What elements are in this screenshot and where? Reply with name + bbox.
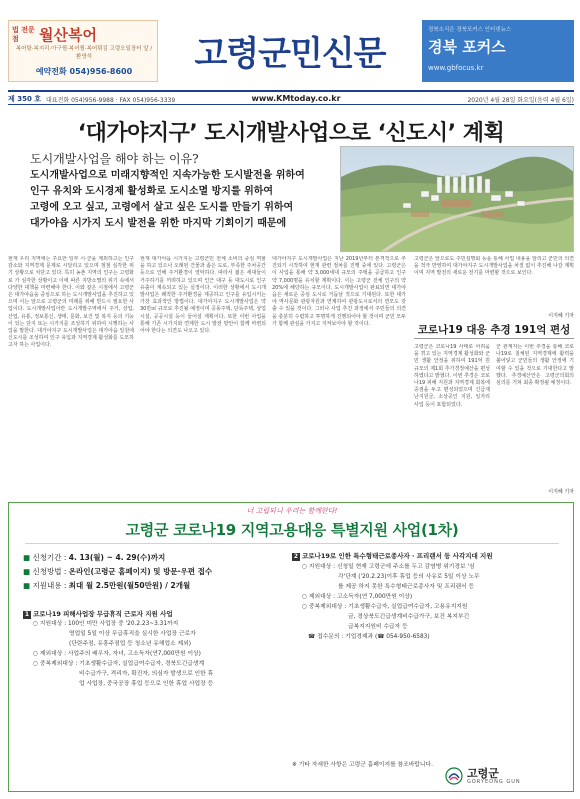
corona-rule [414,338,574,339]
gov-name: 고령군 [467,767,499,780]
section-2-line: 급복지지원비 수급자 등 [348,624,408,630]
ad-restaurant-tel: 예약전화 054)956-8600 [35,67,133,76]
newspaper-logo[interactable]: 고령군민신문 [194,34,386,74]
lead-body-column-3: 대가야지구 도시개발사업은 지난 2019년부터 본격적으로 추진되기 시작하여 현재 관련 절차를 진행 중에 있다. 고령군은 이 사업을 통해 약 3,000세대 규모의 주택을 공급하고 인구 약 7,000명을 유치할 계획이다. 이는 고령군 전체 인구의 약 20%에 해당하는 규모이다. 도시개발사업이 완료되면 대가야읍은 새로운 중심 도시로 거듭날 것으로 기대된다. 또한 대가야 역사문화 관광자원과 연계하여 관광도시로서의 면모도 갖출 수 있을 것이다. 그러나 사업 추진 과정에서 주민들의 의견을 충분히 수렴하고 투명하게 진행되어야 할 것이며 군민 모두가 함께 관심을 가지고 지켜보아야 할 것이다. [272,256,406,327]
lead-intro-line: 대가야읍 시가지 도시 발전을 위한 마지막 기회이기 때문에 [30,218,287,229]
masthead-rule [8,90,574,92]
employment-support-ad[interactable] [8,502,574,792]
method-value: 온라인(고령군 홈페이지) 및 방문·우편 접수 [68,567,213,576]
section-1-line: 영업일 5일 이상 무급휴직을 실시한 사업장 근로자 [69,631,196,637]
lead-intro-line: 도시개발사업으로 미래지향적인 지속가능한 도시발전을 위하여 [30,170,305,181]
corona-body-column-2: 군 관계자는 이번 추경을 통해 코로나19로 침체된 지역경제에 활력을 불어넣고 군민들의 생활 안정에 기여할 수 있을 것으로 기대한다고 말했다. 추경예산안은 고령군의회의 심의를 거쳐 최종 확정될 예정이다. [496,344,574,387]
issue-number: 제 350 호 [8,95,42,103]
section-2-title: 코로나19로 인한 특수형태근로종사자 · 프리랜서 등 사각지대 지원 [302,552,493,560]
masthead-rule-bottom [8,104,574,105]
corona-body-column-1: 고령군은 코로나19 사태로 어려움을 겪고 있는 지역경제 활성화와 군민 생활 안정을 위하여 191억 원 규모의 제1회 추가경정예산을 편성하였다고 밝혔다. 이번 추경은 코로나19 피해 지원과 지역경제 회복에 중점을 두고 편성되었으며 긴급재난지원금, 소상공인 지원, 일자리 사업 등이 포함되었다. [414,344,490,408]
ad-tagline: 너 고립되니 우리는 함께한다! [246,507,338,515]
section-1-line: 비수급가구, 격리자, 확진자, 의심자 발생으로 인한 휴 [79,671,214,677]
lead-intro-line: 인구 유치와 도시경제 활성화로 도시소멸 방지를 위하여 [30,186,274,197]
ad-gbfocus-url[interactable]: www.gbfocus.kr [428,64,484,72]
lead-body-column-2: 현재 대가야읍 시가지는 고령군민 전체 소비의 중심 역할을 하고 있으나 오래된 건물과 좁은 도로, 부족한 주차공간 등으로 인해 주거환경이 열악하다. 따라서 젊은 세대들이 거주하기를 꺼려하고 있으며 인근 대구 등 대도시로 인구 유출이 계속되고 있는 실정이다. 이러한 상황에서 도시개발사업은 쾌적한 주거환경을 제공하고 인구를 유입시키는 가장 효과적인 방법이다. 대가야지구 도시개발사업은 약 30만㎡ 규모로 추진될 예정이며 공동주택, 단독주택, 상업시설, 공공시설 등이 들어설 계획이다. 또한 이번 사업을 통해 기존 시가지와 연계한 도시 발전 방안이 함께 마련되어야 한다는 의견도 나오고 있다. [140,256,266,335]
lead-photo [340,146,574,252]
lead-body-column-4: 고령군은 앞으로도 주민설명회 등을 통해 사업 내용을 알리고 군민의 의견을 적극 반영하여 대가야지구 도시개발사업을 차질 없이 추진해 나갈 계획이며 지역 발전의 새로운 전기를 마련할 것으로 보인다. [414,256,574,277]
section-1-title: 코로나19 피해사업장 무급휴직 근로자 지원 사업 [33,610,173,618]
section-2-line: 각'단계 ('20.2.23)이후 휴업 등의 사유로 5일 이상 노무 [338,574,480,580]
ad-restaurant[interactable] [8,20,158,82]
number-1-icon: 1 [24,611,30,618]
lead-headline[interactable]: ‘대가야지구’ 도시개발사업으로 ‘신도시’ 계획 [77,121,505,146]
section-2-line: 를 제공 하지 못한 특수형태근로종사자 및 프리랜서 등 [338,584,475,590]
masthead [0,0,580,104]
bullet-icon: ■ [23,581,33,590]
goryeong-emblem-icon [445,767,463,785]
ad-badge: 법 전문점 [12,26,35,43]
goryeong-gun-logo [445,765,565,787]
section-1-line: ○ 제외대상 : 사업주의 배우자, 자녀, 고소득자(연7,000만원 이상) [33,651,201,657]
gov-name-en: GORYEONG GUN [467,779,521,785]
lead-intro [30,168,330,232]
section-2-line: ○ 제외대상 : 고소득자(연 7,000만원 이상) [302,594,413,600]
section-2-line: 금, 경상북도긴급생계비수급가구, 보건 복지부긴 [348,614,470,620]
amount-value: 최대 월 2.5만원(월50만원) / 2개월 [68,581,191,590]
lead-body-column-1: 현재 우리 지역에는 주요한 일부 시·군을 제외하고는 인구감소와 지역경제 문제로 시달리고 있으며 점점 심각한 위기 상황으로 치닫고 있다. 특히 농촌 지역의 인구는 고령화로 가 심각한 상황이고 이에 따른 지방소멸의 위기 속에서 다양한 대책을 마련해야 한다. 이와 같은 시점에서 고령군은 대가야읍을 중심으로 하는 도시개발사업을 추진하고 있으며 이는 앞으로 고령군의 미래를 위해 반드시 필요한 사업이다. 도시개발사업이란 도시개발구역에서 주거, 상업, 산업, 유통, 정보통신, 생태, 문화, 보건 및 복지 등의 기능이 있는 단지 또는 시가지를 조성하기 위하여 시행하는 사업을 말한다. 대가야지구 도시개발사업은 대가야읍 일원에 신도시를 조성하여 인구 유입과 지역경제 활성화를 도모하고자 하는 사업이다. [8,256,134,349]
ad-gbfocus-tagline: 경북소식은 경북포커스 인터넷뉴스 [428,27,512,33]
section-2-line: ○ 중복제외대상 : 기초생활수급자, 실업급여수급자, 고용유지지원 [302,604,468,610]
section-2-line: ○ 지원대상 : 신청일 현재 고령군에 주소를 두고 감염병 위기경보 '심 [302,564,475,570]
method-label: 신청방법 : [32,567,67,576]
lead-byline: 이지혜 기자 [548,313,574,319]
period-label: 신청기간 : [32,553,67,562]
corona-byline: 이지혜 기자 [548,489,574,495]
ad-note: ※ 기타 자세한 사항은 고령군 홈페이지를 참조바랍니다. [292,762,433,768]
bullet-icon: ■ [23,553,33,562]
ad-section-2 [292,551,564,642]
bullet-icon: ■ [23,567,33,576]
ad-gbfocus[interactable] [422,20,574,82]
ad-restaurant-menu: 복어탕·복지리·아구찜·복어찜·복어튀김 고령오일장터 앞 / 환영석 [15,46,153,60]
site-url[interactable]: www.KMtoday.co.kr [251,94,341,103]
section-1-line: ○ 중복제외대상 : 기초생활수급자, 실업급여수급자, 경북도긴급생계 [33,661,205,667]
contact-info: 대표전화 054)956-9988 · FAX 054)956-3339 [46,97,176,104]
section-1-line: 업 사업장, 중국공장 휴업 등으로 인한 휴업 사업장 등 [79,681,214,687]
corona-headline[interactable]: 코로나19 대응 추경 191억 편성 [417,324,571,336]
inquiry-line: ☎ 접수문의 : 기업경제과 (☎ 054-950-6583) [308,634,430,640]
section-1-line: (단란주점, 유흥주점업 등 청소년 유해업소 제외) [69,641,191,647]
number-2-icon: 2 [293,553,299,560]
period-value: 4. 13(월) ~ 4. 29(수)까지 [68,553,166,562]
ad-summary [23,551,283,593]
lead-subhead: 도시개발사업을 해야 하는 이유? [30,152,199,166]
ad-section-1 [23,609,285,689]
issue-date: 2020년 4월 28일 화요일(음력 4월 6일) [467,97,574,104]
ad-gbfocus-name: 경북 포커스 [428,38,506,56]
amount-label: 지원내용 : [32,581,67,590]
ad-restaurant-name: 월산복어 [39,26,97,44]
section-1-line: ○ 지원대상 : 100인 미만 사업장 중 '20.2.23~3.31까지 [33,621,179,627]
ad-divider [25,543,559,544]
aerial-city-rendering [341,147,574,252]
ad-title: 고령군 코로나19 지역고용대응 특별지원 사업(1차) [125,521,459,539]
lead-intro-line: 고령에 오고 싶고, 고령에서 살고 싶은 도시를 만들기 위하여 [30,202,294,213]
